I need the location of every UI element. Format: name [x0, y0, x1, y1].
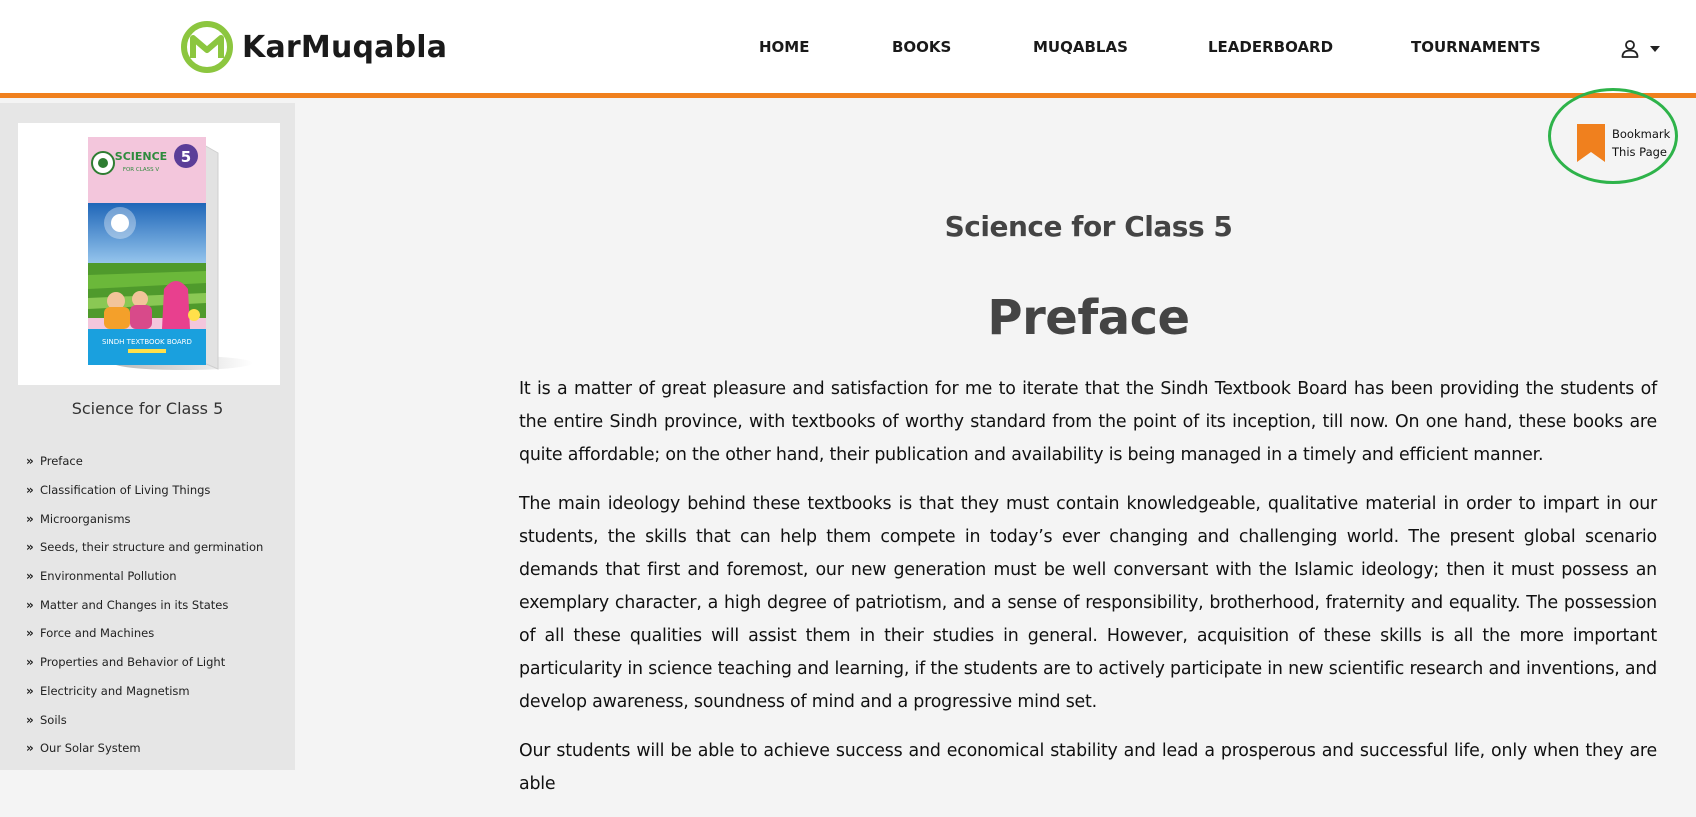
site-header	[0, 0, 1696, 98]
double-chevron-right-icon: »	[26, 712, 34, 727]
bookmark-label-line2: This Page	[1612, 145, 1667, 159]
chapter-item-properties-of-light[interactable]	[26, 648, 291, 677]
nav-tournaments[interactable]: TOURNAMENTS	[1411, 38, 1541, 56]
cover-subtitle: FOR CLASS V	[122, 167, 160, 173]
chapter-item-classification-of-living-things[interactable]	[26, 476, 291, 505]
sidebar-book-title: Science for Class 5	[71, 399, 224, 418]
double-chevron-right-icon: »	[26, 683, 34, 698]
chapter-item-environmental-pollution[interactable]	[26, 562, 291, 591]
user-icon	[1620, 39, 1640, 59]
chapter-item-force-and-machines[interactable]	[26, 619, 291, 648]
karmuqabla-logo-icon	[180, 20, 234, 74]
chapter-item-matter-and-changes[interactable]	[26, 590, 291, 619]
cover-publisher: SINDH TEXTBOOK BOARD	[102, 338, 192, 346]
double-chevron-right-icon: »	[26, 511, 34, 526]
cover-title: SCIENCE	[114, 150, 168, 163]
double-chevron-right-icon: »	[26, 626, 34, 641]
chapter-list	[26, 447, 291, 763]
nav-books[interactable]: BOOKS	[892, 38, 952, 56]
bookmark-label	[1612, 125, 1670, 161]
content-paragraph: The main ideology behind these textbooks is that they must contain knowledgeable, qualitative material in order to impart in our students, the skills that can help them compete in today’s ever changing and challenging world. The present global scenario demands that first and foremost, our new generation must be well conversant with the Islamic ideology; then it must possess an exemplary character, a high degree of patriotism, and a sense of responsibility, brotherhood, fraternity and equality. The possession of all these qualities will assist them in their studies in general. However, acquisition of these skills is all the more important particularity in science teaching and learning, if the students are to actively participate in new scientific research and inventions, and develop awareness, soundness of mind and a progressive mind set.	[519, 494, 1657, 712]
chapter-item-electricity-and-magnetism[interactable]	[26, 677, 291, 706]
chapter-label: Seeds, their structure and germination	[40, 540, 264, 555]
double-chevron-right-icon: »	[26, 454, 34, 469]
bookmark-label-line1: Bookmark	[1612, 127, 1671, 141]
brand-logo[interactable]	[180, 20, 447, 74]
double-chevron-right-icon: »	[26, 483, 34, 498]
cover-class-number: 5	[180, 148, 192, 166]
nav-leaderboard[interactable]: LEADERBOARD	[1208, 38, 1334, 56]
chapter-label: Electricity and Magnetism	[40, 683, 190, 698]
bookmark-button[interactable]	[1576, 118, 1672, 168]
content-paragraph: Our students will be able to achieve success and economical stability and lead a prosperous and successful life, only when they are able	[519, 741, 1657, 794]
chapter-label: Classification of Living Things	[40, 483, 211, 498]
sidebar	[0, 103, 295, 770]
double-chevron-right-icon: »	[26, 569, 34, 584]
chapter-item-soils[interactable]	[26, 705, 291, 734]
caret-down-icon	[1648, 42, 1662, 56]
double-chevron-right-icon: »	[26, 741, 34, 756]
chapter-label: Properties and Behavior of Light	[40, 655, 226, 670]
user-menu-button[interactable]	[1620, 38, 1664, 60]
chapter-label: Microorganisms	[40, 511, 131, 526]
brand-name: KarMuqabla	[242, 29, 448, 65]
book-title: Science for Class 5	[944, 210, 1233, 243]
content-paragraph: It is a matter of great pleasure and satisfaction for me to iterate that the Sindh Textbook Board has been providing the students of the entire Sindh province, with textbooks of worthy standard from the point of its inception, till now. On one hand, these books are quite affordable; on the other hand, their publication and availability is being managed in a timely and efficient manner.	[519, 379, 1657, 465]
chapter-title: Preface	[987, 290, 1190, 346]
chapter-item-microorganisms[interactable]	[26, 504, 291, 533]
book-cover-image	[18, 123, 280, 385]
book-cover[interactable]	[18, 123, 280, 385]
chapter-content	[519, 373, 1657, 817]
nav-home[interactable]: HOME	[759, 38, 810, 56]
double-chevron-right-icon: »	[26, 597, 34, 612]
double-chevron-right-icon: »	[26, 655, 34, 670]
chapter-item-our-solar-system[interactable]	[26, 734, 291, 763]
chapter-item-seeds[interactable]	[26, 533, 291, 562]
chapter-label: Our Solar System	[40, 741, 141, 756]
chapter-label: Environmental Pollution	[40, 569, 177, 584]
chapter-label: Matter and Changes in its States	[40, 597, 229, 612]
chapter-item-preface[interactable]	[26, 447, 291, 476]
double-chevron-right-icon: »	[26, 540, 34, 555]
chapter-label: Preface	[40, 454, 83, 469]
chapter-label: Force and Machines	[40, 626, 155, 641]
chapter-label: Soils	[40, 712, 67, 727]
bookmark-icon	[1576, 123, 1606, 163]
nav-muqablas[interactable]: MUQABLAS	[1033, 38, 1128, 56]
